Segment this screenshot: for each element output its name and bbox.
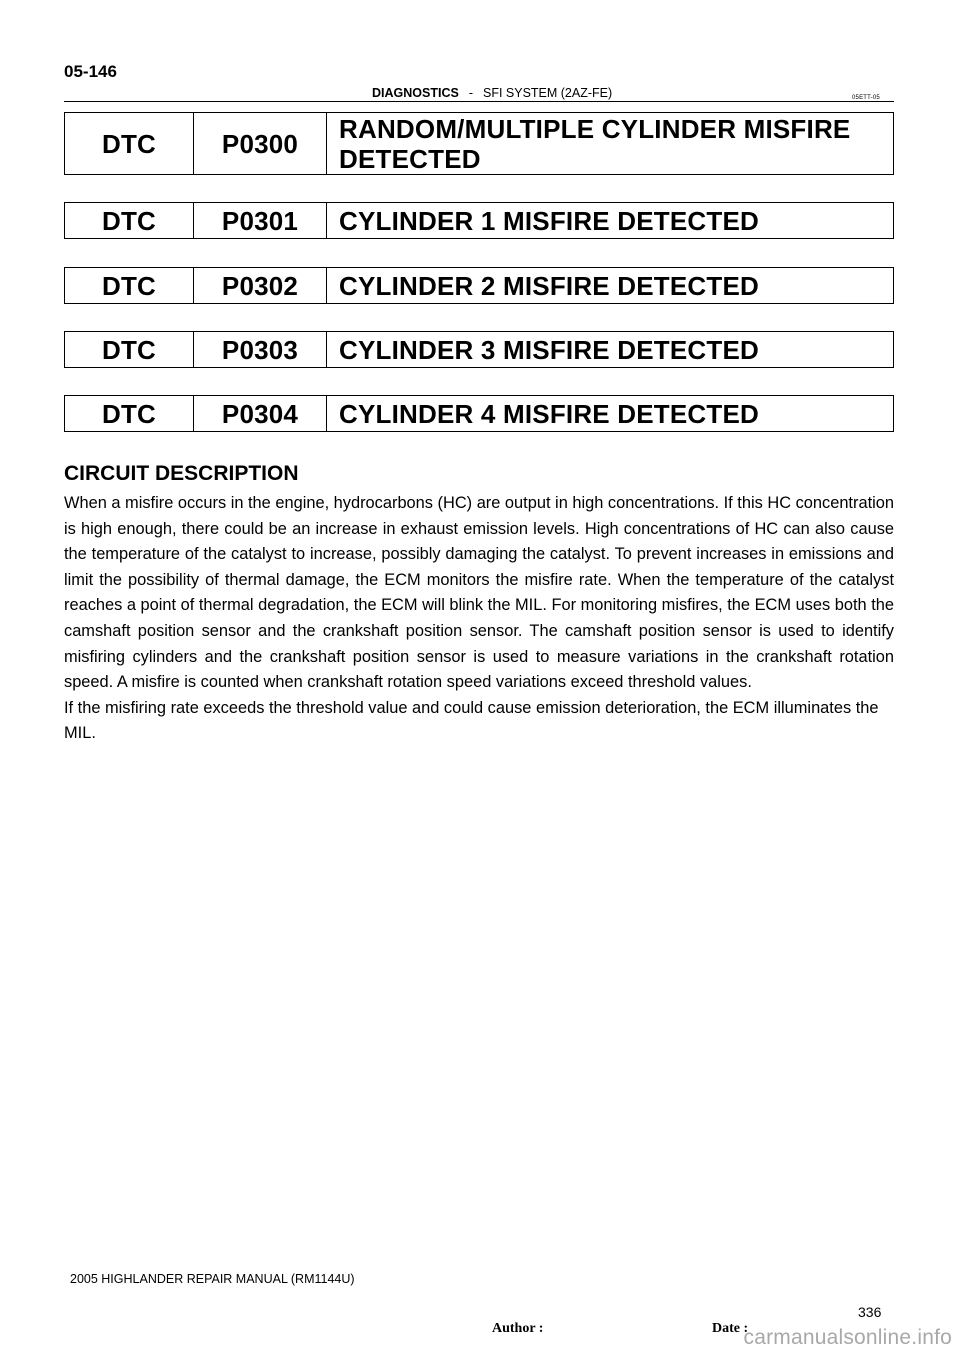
dtc-box-p0301 [64, 202, 894, 239]
paragraph: If the misfiring rate exceeds the threshold value and could cause emission deterioration, the ECM illuminates the MIL. [64, 698, 879, 743]
dtc-label: DTC [65, 332, 194, 367]
dtc-code: P0304 [194, 396, 327, 431]
page-number: 05-146 [64, 62, 117, 81]
dtc-box-p0302 [64, 267, 894, 304]
dtc-label: DTC [65, 268, 194, 303]
footer-date-label: Date : [712, 1321, 749, 1336]
dtc-title-line1: RANDOM/MULTIPLE CYLINDER MISFIRE [339, 113, 851, 144]
dtc-label: DTC [65, 203, 194, 238]
header-rule [64, 101, 894, 102]
dtc-title-line2: DETECTED [339, 143, 481, 174]
dtc-label: DTC [65, 113, 194, 174]
dtc-code: P0300 [194, 113, 327, 174]
dtc-label: DTC [65, 396, 194, 431]
dtc-title: CYLINDER 2 MISFIRE DETECTED [339, 270, 759, 301]
header-subsection: SFI SYSTEM (2AZ-FE) [482, 86, 613, 100]
circuit-description-title: CIRCUIT DESCRIPTION [64, 462, 299, 485]
dtc-title: CYLINDER 4 MISFIRE DETECTED [339, 398, 759, 429]
header-separator: - [468, 86, 473, 100]
dtc-code: P0302 [194, 268, 327, 303]
header-section: DIAGNOSTICS [372, 86, 459, 100]
footer-manual-title: 2005 HIGHLANDER REPAIR MANUAL (RM1144U) [70, 1272, 355, 1286]
dtc-title: CYLINDER 3 MISFIRE DETECTED [339, 334, 759, 365]
dtc-code: P0301 [194, 203, 327, 238]
paragraph: When a misfire occurs in the engine, hydrocarbons (HC) are output in high concentrations. If this HC concentration is high enough, there could be an increase in exhaust emission levels. High concentrations of HC can also cause the temperature of the catalyst to increase, possibly damaging the catalyst. To prevent increases in emissions and limit the possibility of thermal damage, the ECM monitors the misfire rate. When the temperature of the catalyst reaches a point of thermal degradation, the ECM will blink the MIL. For monitoring misfires, the ECM uses both the camshaft position sensor and the crankshaft position sensor. The camshaft position sensor is used to identify misfiring cylinders and the crankshaft position sensor is used to measure variations in the crankshaft rotation speed. A misfire is counted when crankshaft rotation speed variations exceed threshold values. [64, 494, 894, 692]
dtc-title [327, 113, 893, 174]
dtc-box-p0303 [64, 331, 894, 368]
dtc-title: CYLINDER 1 MISFIRE DETECTED [339, 205, 759, 236]
footer-page-number: 336 [858, 1304, 882, 1320]
dtc-box-p0304 [64, 395, 894, 432]
footer-author-label: Author : [492, 1321, 544, 1336]
circuit-description-body [64, 491, 894, 747]
header-doc-code: 05ETT-05 [852, 95, 880, 101]
running-header [372, 86, 612, 100]
dtc-code: P0303 [194, 332, 327, 367]
dtc-box-p0300 [64, 112, 894, 175]
watermark: carmanualsonline.info [743, 1326, 952, 1349]
